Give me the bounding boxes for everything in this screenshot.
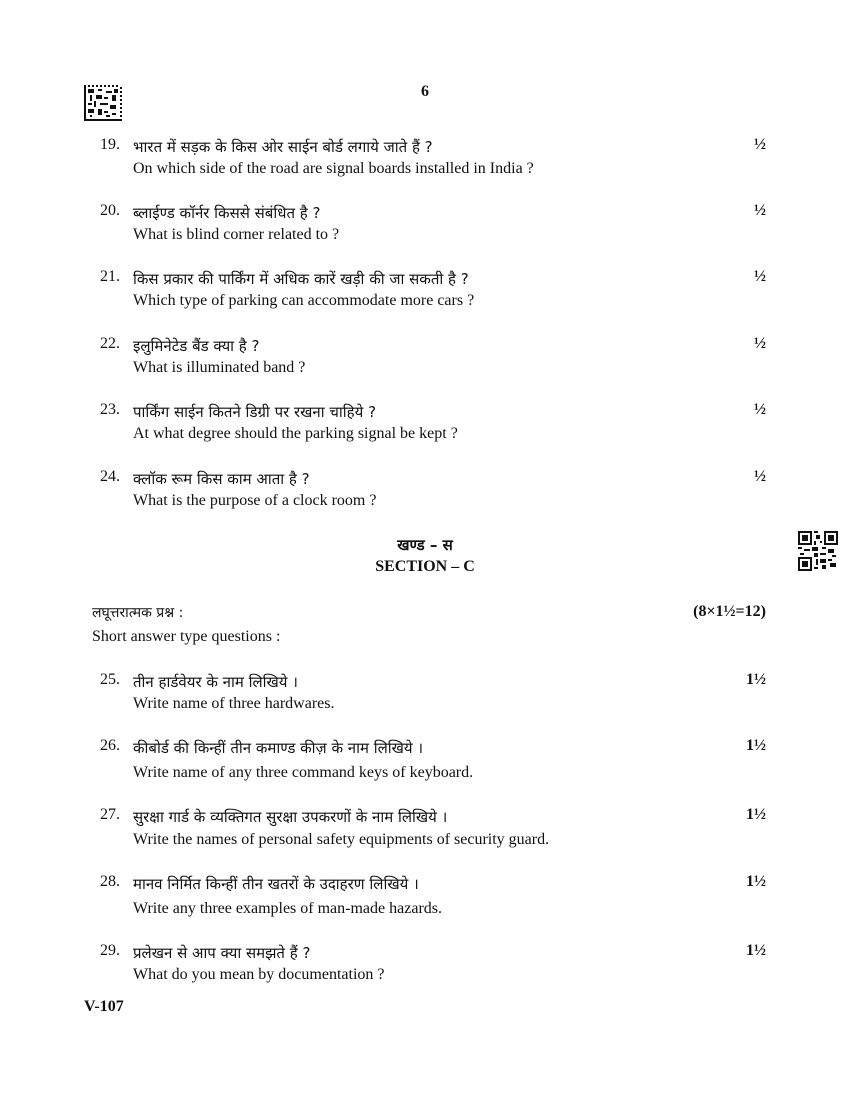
question-marks: ½ bbox=[754, 401, 766, 418]
question-number: 23. bbox=[100, 401, 120, 418]
question-text-hindi: इलुमिनेटेड बैंड क्या है ? bbox=[133, 337, 260, 355]
question-marks: 1½ bbox=[746, 806, 766, 823]
question-text-english: What do you mean by documentation ? bbox=[133, 966, 385, 983]
question-marks: ½ bbox=[754, 202, 766, 219]
question-text-english: Write the names of personal safety equipments of security guard. bbox=[133, 831, 550, 848]
question-text-hindi: सुरक्षा गार्ड के व्यक्तिगत सुरक्षा उपकरणों के नाम लिखिये । bbox=[133, 808, 448, 826]
question-text-hindi: मानव निर्मित किन्हीं तीन खतरों के उदाहरण लिखिये । bbox=[133, 875, 419, 893]
question-text-hindi: भारत में सड़क के किस ओर साईन बोर्ड लगाये जाते हैं ? bbox=[133, 138, 433, 156]
section-instructions-english: Short answer type questions : bbox=[92, 628, 281, 645]
question-number: 19. bbox=[100, 136, 120, 153]
question-marks: 1½ bbox=[746, 671, 766, 688]
question-text-hindi: प्रलेखन से आप क्या समझते हैं ? bbox=[133, 944, 311, 962]
paper-code: V-107 bbox=[84, 998, 124, 1015]
question-number: 26. bbox=[100, 737, 120, 754]
question-text-hindi: कीबोर्ड की किन्हीं तीन कमाण्ड कीज़ के नाम लिखिये । bbox=[133, 739, 424, 757]
question-text-hindi: तीन हार्डवेयर के नाम लिखिये । bbox=[133, 673, 298, 691]
question-number: 25. bbox=[100, 671, 120, 688]
question-text-hindi: ब्लाईण्ड कॉर्नर किससे संबंधित है ? bbox=[133, 204, 321, 222]
question-number: 22. bbox=[100, 335, 120, 352]
question-number: 29. bbox=[100, 942, 120, 959]
question-number: 28. bbox=[100, 873, 120, 890]
question-text-english: What is blind corner related to ? bbox=[133, 226, 340, 243]
section-title-hindi: खण्ड – स bbox=[397, 536, 453, 554]
question-marks: ½ bbox=[754, 468, 766, 485]
question-text-english: Write name of three hardwares. bbox=[133, 695, 335, 712]
question-marks: ½ bbox=[754, 335, 766, 352]
section-instructions-hindi: लघूत्तरात्मक प्रश्न : bbox=[92, 605, 184, 621]
question-number: 24. bbox=[100, 468, 120, 485]
question-marks: 1½ bbox=[746, 737, 766, 754]
question-number: 20. bbox=[100, 202, 120, 219]
question-marks: 1½ bbox=[746, 942, 766, 959]
question-text-english: What is illuminated band ? bbox=[133, 359, 306, 376]
question-marks: 1½ bbox=[746, 873, 766, 890]
question-text-hindi: क्लॉक रूम किस काम आता है ? bbox=[133, 470, 310, 488]
section-title-english: SECTION – C bbox=[375, 558, 475, 575]
question-marks: ½ bbox=[754, 136, 766, 153]
question-text-hindi: किस प्रकार की पार्किंग में अधिक कारें खड़ी की जा सकती है ? bbox=[133, 270, 469, 288]
question-text-hindi: पार्किंग साईन कितने डिग्री पर रखना चाहिये ? bbox=[133, 403, 377, 421]
section-total-marks: (8×1½=12) bbox=[693, 603, 766, 620]
question-text-english: What is the purpose of a clock room ? bbox=[133, 492, 377, 509]
question-text-english: At what degree should the parking signal be kept ? bbox=[133, 425, 458, 442]
question-text-english: Write name of any three command keys of keyboard. bbox=[133, 764, 474, 781]
question-marks: ½ bbox=[754, 268, 766, 285]
question-number: 27. bbox=[100, 806, 120, 823]
question-text-english: On which side of the road are signal boards installed in India ? bbox=[133, 160, 534, 177]
question-number: 21. bbox=[100, 268, 120, 285]
page-number: 6 bbox=[421, 83, 429, 100]
question-text-english: Which type of parking can accommodate more cars ? bbox=[133, 292, 475, 309]
datamatrix-code bbox=[84, 85, 122, 121]
question-text-english: Write any three examples of man-made hazards. bbox=[133, 900, 442, 917]
